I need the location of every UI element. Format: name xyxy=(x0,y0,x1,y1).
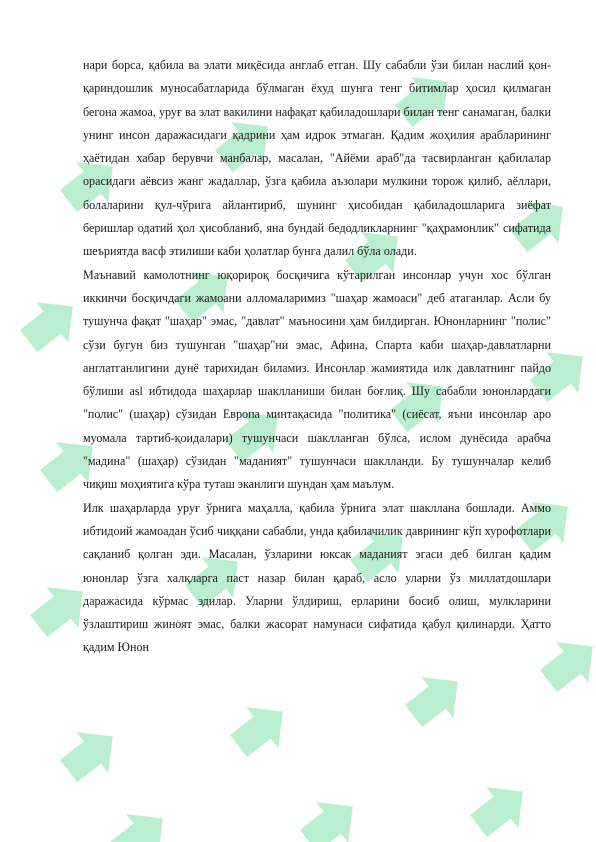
document-body xyxy=(83,54,551,660)
paragraph-2: Маънавий камолотнинг юқорироқ босқичига кўтарилган инсонлар учун хос бўлган иккинчи босқичдаги жамоани алломаларимиз "шаҳар жамоаси" деб атаганлар. Асли бу тушунча фақат "шаҳар" эмас, "давлат" маъносини ҳам билдирган. Юнонларнинг "полис" сўзи бугун биз тушунган "шаҳар"ни эмас, Афина, Спарта каби шаҳар-давлатларни англатганлигини дунё тарихидан биламиз. Инсонлар жамиятида илк давлатнинг пайдо бўлиши аsl ибтидода шаҳарлар шаклланиши билан боғлиқ. Шу сабабли юнонлардаги "полис" (шаҳар) сўзидан Европа минтақасида "политика" (сиёсат, яъни инсонлар аро муомала тартиб-қоидалари) тушунчаси шаклланган бўлса, ислом дунёсида арабча "мадина" (шаҳар) сўзидан "маданият" тушунчаси шаклланди. Бу тушунчалар келиб чиқиш моҳиятига кўра туташ эканлиги шундан ҳам маълум. xyxy=(83,267,551,492)
paragraph-3: Илк шаҳарларда уруғ ўрнига маҳалла, қабила ўрнига элат шакллана бошлади. Аммо ибтидоий жамоадан ўсиб чиққани сабабли, унда қабилачилик даврининг кўп хурофотлари сақланиб қолган эди. Масалан, ўзларини юксак маданият эгаси деб билган қадим юнонлар ўзга халқларга паст назар билан қараб, асло уларни ўз миллатдошлари даражасида кўрмас эдилар. Уларни ўлдириш, ерларини босиб олиш, мулкларини ўзлаштириш жиноят эмас, балки жасорат намунаси сифатида қабул қилинарди. Ҳатто қадим Юнон xyxy=(83,500,551,655)
paragraph-1: нари борса, қабила ва элати миқёсида англаб етган. Шу сабабли ўзи билан наслий қон-қариндошлик муносабатларида бўлмаган ёхуд шунга тенг битимлар ҳосил қилмаган бегона жамоа, уруғ ва элат вакилини нафақат қабиладошлари билан тенг санамаган, балки унинг инсон даражасидаги қадрини ҳам идрок этмаган. Қадим жоҳилия арабларининг ҳаётидан хабар берувчи манбалар, масалан, "Айёми араб"да тасвирланган қабилалар орасидаги аёвсиз жанг жадаллар, ўзга қабила аъзолари мулкини торож қилиб, аёллари, болаларини қул-чўрига айлантириб, шунинг ҳисобидан қабиладошларига зиёфат беришлар одатий ҳол ҳисобланиб, яна бундай бедодликларнинг "қаҳрамонлик" сифатида шеъриятда васф этилиши каби ҳолатлар бунга далил бўла олади. xyxy=(83,58,551,259)
